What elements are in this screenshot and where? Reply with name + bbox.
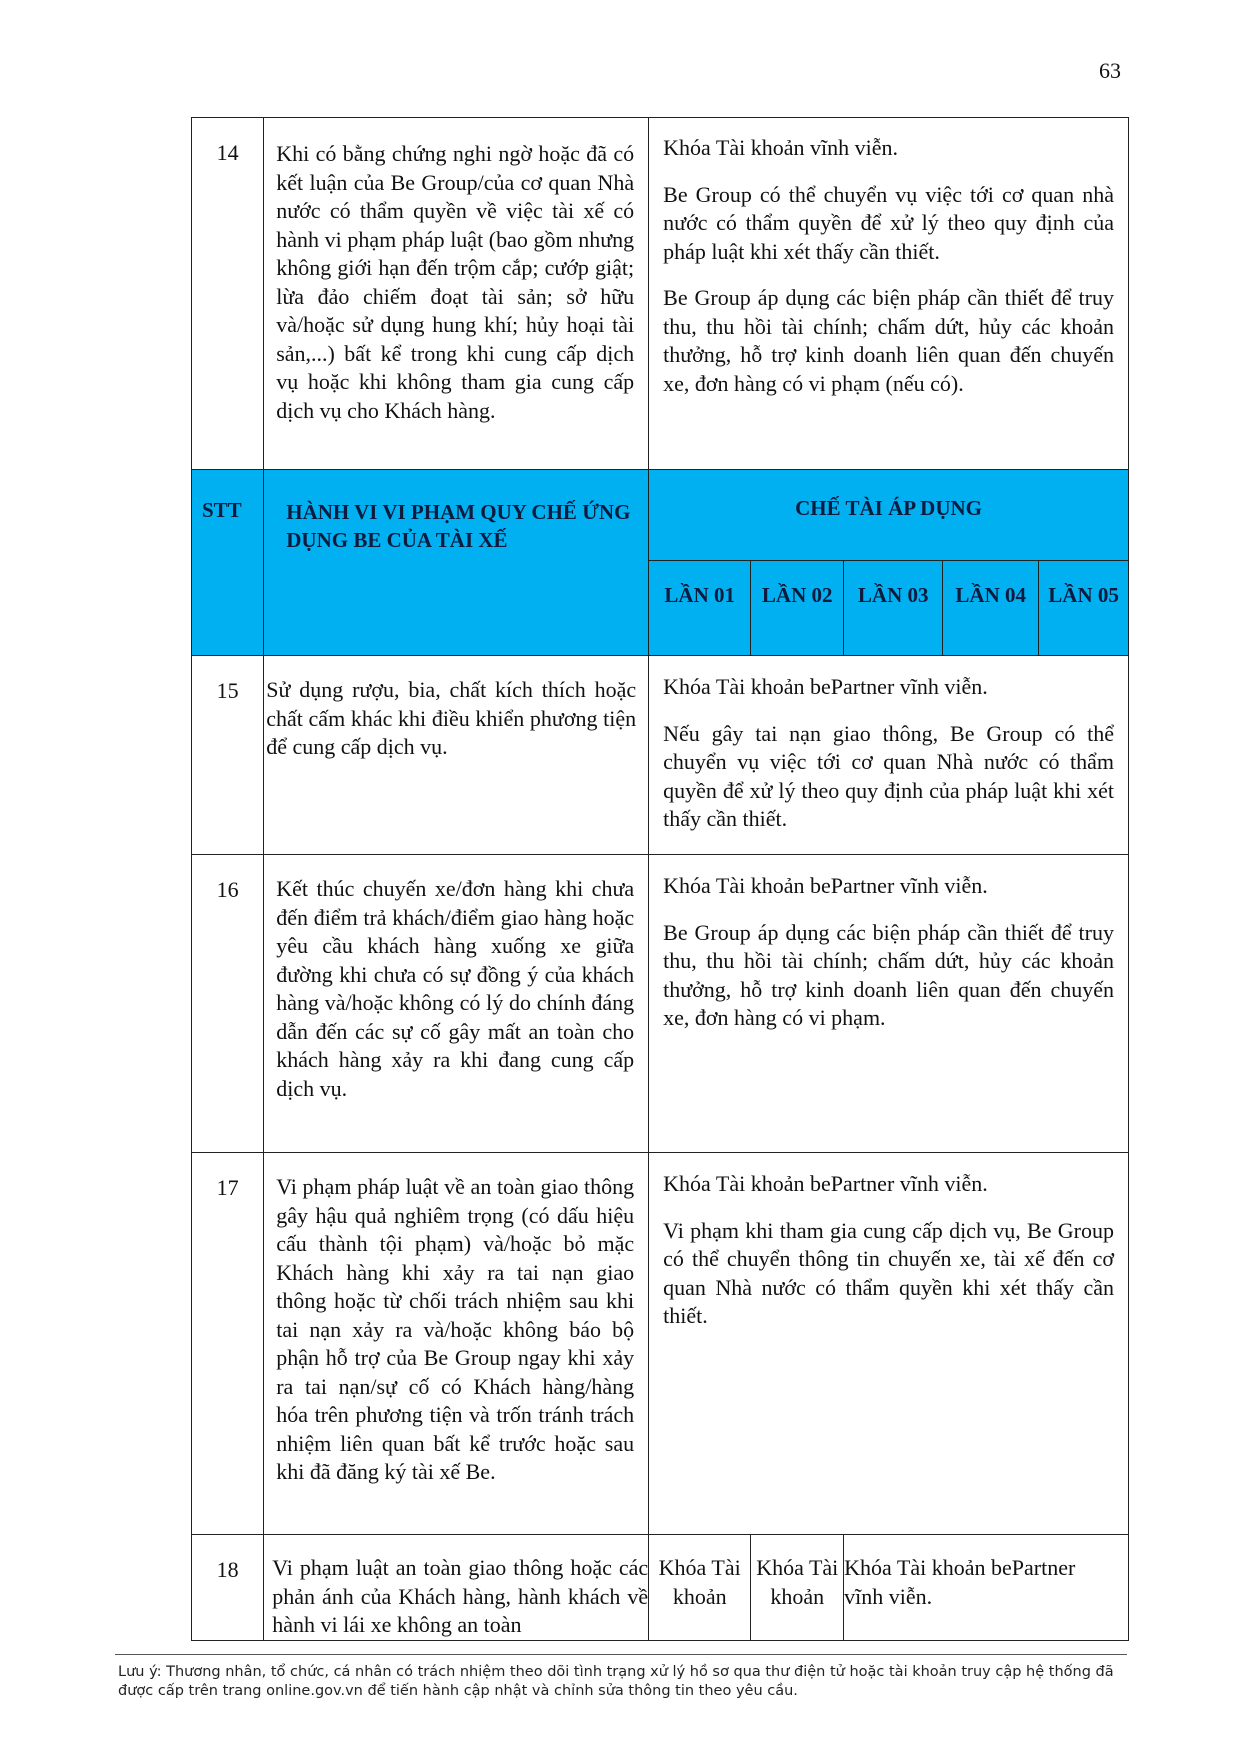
- table-row: [192, 118, 1129, 470]
- sanction-cell: [649, 118, 1129, 470]
- table-row: [192, 855, 1129, 1153]
- sanction-paragraph: Khóa Tài khoản bePartner vĩnh viễn.: [663, 674, 988, 699]
- behavior-cell: Vi phạm luật an toàn giao thông hoặc các phản ánh của Khách hàng, hành khách về hành vi lái xe không an toàn: [264, 1535, 649, 1641]
- header-lan-04: LẦN 04: [943, 561, 1039, 656]
- violation-rules-table: [191, 117, 1129, 1641]
- header-behavior: HÀNH VI VI PHẠM QUY CHẾ ỨNG DỤNG BE CỦA TÀI XẾ: [264, 470, 649, 656]
- footer-divider: [115, 1654, 1127, 1655]
- stt-cell: 15: [192, 656, 264, 855]
- header-sanction: CHẾ TÀI ÁP DỤNG: [649, 470, 1129, 561]
- table-row: [192, 656, 1129, 855]
- header-lan-02: LẦN 02: [751, 561, 844, 656]
- sanction-paragraph: Khóa Tài khoản vĩnh viễn.: [663, 135, 898, 160]
- behavior-cell: Khi có bằng chứng nghi ngờ hoặc đã có kết luận của Be Group/của cơ quan Nhà nước có thẩm quyền về việc tài xế có hành vi phạm pháp luật (bao gồm nhưng không giới hạn đến trộm cắp; cướp giật; lừa đảo chiếm đoạt tài sản; sở hữu và/hoặc sử dụng hung khí; hủy hoại tài sản,...) bất kể trong khi cung cấp dịch vụ hoặc khi không tham gia cung cấp dịch vụ cho Khách hàng.: [264, 118, 649, 470]
- stt-cell: 16: [192, 855, 264, 1153]
- sanction-paragraph: Be Group áp dụng các biện pháp cần thiết để truy thu, thu hồi tài chính; chấm dứt, hủy các khoản thưởng, hỗ trợ kinh doanh liên quan đến chuyến xe, đơn hàng có vi phạm (nếu có).: [663, 285, 1114, 396]
- footer-note: Lưu ý: Thương nhân, tổ chức, cá nhân có trách nhiệm theo dõi tình trạng xử lý hồ sơ qua thư điện tử hoặc tài khoản truy cập hệ thống đã được cấp trên trang online.gov.vn để tiến hành cập nhật và chỉnh sửa thông tin theo yêu cầu.: [118, 1664, 1114, 1699]
- behavior-cell: Vi phạm pháp luật về an toàn giao thông gây hậu quả nghiêm trọng (có dấu hiệu cấu thành tội phạm) và/hoặc bỏ mặc Khách hàng khi xảy ra tai nạn giao thông hoặc từ chối trách nhiệm sau khi tai nạn xảy ra và/hoặc không báo bộ phận hỗ trợ của Be Group ngay khi xảy ra tai nạn/sự cố có Khách hàng/hàng hóa trên phương tiện và trốn tránh trách nhiệm liên quan bất kể trước hoặc sau khi đã đăng ký tài xế Be.: [264, 1153, 649, 1535]
- sanction-cell: [649, 656, 1129, 855]
- sanction-paragraph: Nếu gây tai nạn giao thông, Be Group có thể chuyển vụ việc tới cơ quan Nhà nước có thẩm quyền để xử lý theo quy định của pháp luật khi xét thấy cần thiết.: [663, 720, 1114, 831]
- sanction-paragraph: Khóa Tài khoản bePartner vĩnh viễn.: [663, 873, 988, 898]
- lan-03-05-cell: Khóa Tài khoản bePartner vĩnh viễn.: [844, 1535, 1129, 1641]
- header-lan-05: LẦN 05: [1039, 561, 1129, 656]
- header-lan-01: LẦN 01: [649, 561, 751, 656]
- sanction-cell: [649, 1153, 1129, 1535]
- stt-cell: 14: [192, 118, 264, 470]
- table-header-row: [192, 470, 1129, 561]
- lan-02-cell: Khóa Tài khoản: [751, 1535, 844, 1641]
- sanction-paragraph: Be Group có thể chuyển vụ việc tới cơ quan nhà nước có thẩm quyền để xử lý theo quy định của pháp luật khi xét thấy cần thiết.: [663, 181, 1114, 264]
- stt-cell: 17: [192, 1153, 264, 1535]
- sanction-paragraph: Khóa Tài khoản bePartner vĩnh viễn.: [663, 1171, 988, 1196]
- behavior-cell: Kết thúc chuyến xe/đơn hàng khi chưa đến điểm trả khách/điểm giao hàng hoặc yêu cầu khách hàng xuống xe giữa đường khi chưa có sự đồng ý của khách hàng và/hoặc không có lý do chính đáng dẫn đến các sự cố gây mất an toàn cho khách hàng xảy ra khi đang cung cấp dịch vụ.: [264, 855, 649, 1153]
- table-row: [192, 1153, 1129, 1535]
- sanction-cell: [649, 855, 1129, 1153]
- header-stt: STT: [192, 470, 264, 656]
- sanction-paragraph: Vi phạm khi tham gia cung cấp dịch vụ, Be Group có thể chuyển thông tin chuyến xe, tài xế đến cơ quan Nhà nước có thẩm quyền khi xét thấy cần thiết.: [663, 1217, 1114, 1328]
- table-row: [192, 1535, 1129, 1641]
- header-lan-03: LẦN 03: [844, 561, 943, 656]
- lan-01-cell: Khóa Tài khoản: [649, 1535, 751, 1641]
- stt-cell: 18: [192, 1535, 264, 1641]
- behavior-cell: Sử dụng rượu, bia, chất kích thích hoặc chất cấm khác khi điều khiển phương tiện để cung cấp dịch vụ.: [264, 656, 649, 855]
- page-number: 63: [1099, 58, 1121, 83]
- sanction-paragraph: Be Group áp dụng các biện pháp cần thiết để truy thu, thu hồi tài chính; chấm dứt, hủy các khoản thưởng, hỗ trợ kinh doanh liên quan đến chuyến xe, đơn hàng có vi phạm.: [663, 919, 1114, 1030]
